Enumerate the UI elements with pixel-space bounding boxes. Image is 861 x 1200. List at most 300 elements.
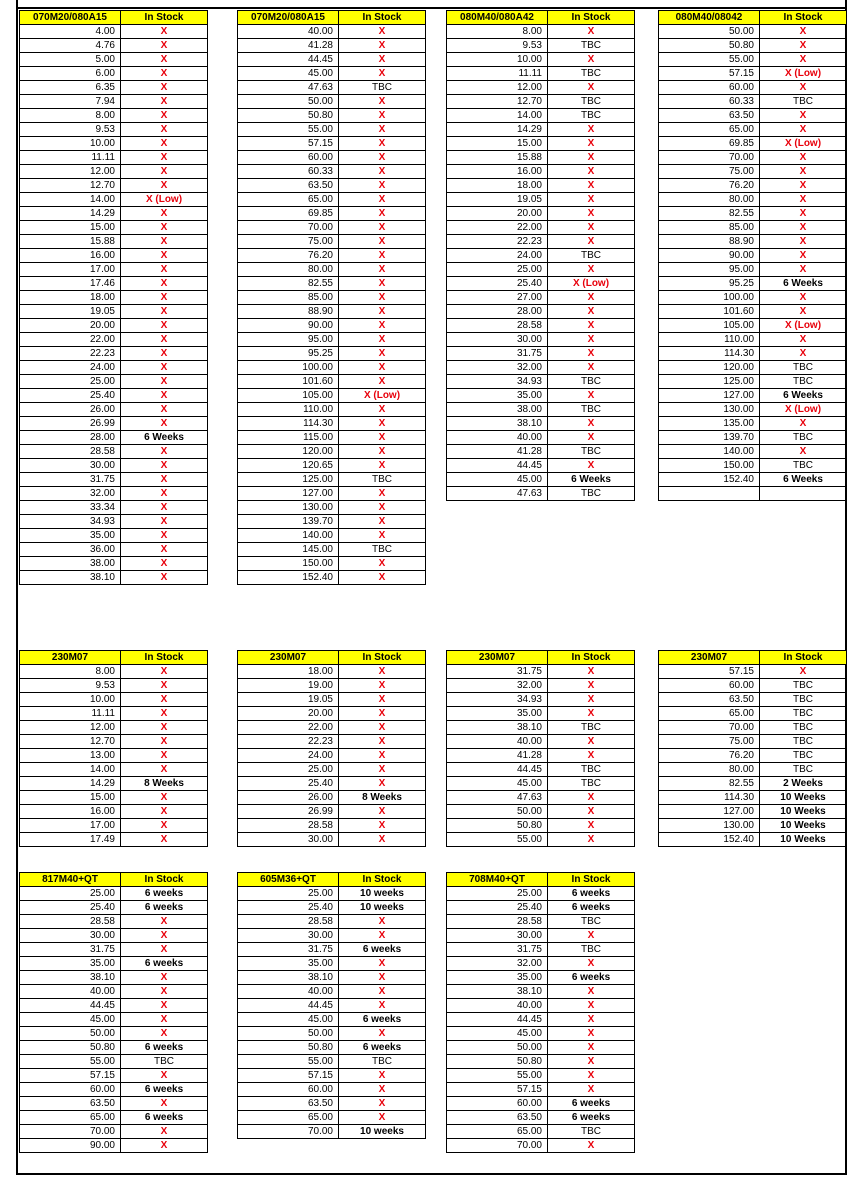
stock-status-cell: X bbox=[339, 1097, 426, 1111]
size-cell: 140.00 bbox=[238, 529, 339, 543]
size-cell: 7.94 bbox=[20, 95, 121, 109]
table-row bbox=[238, 999, 426, 1013]
size-cell: 135.00 bbox=[659, 417, 760, 431]
stock-status-cell: X bbox=[760, 39, 847, 53]
stock-status-cell: X bbox=[548, 263, 635, 277]
stock-status-cell: X bbox=[339, 221, 426, 235]
table-row bbox=[20, 929, 208, 943]
stock-status-cell: X bbox=[760, 291, 847, 305]
size-cell: 5.00 bbox=[20, 53, 121, 67]
size-cell: 69.85 bbox=[238, 207, 339, 221]
stock-status-cell: TBC bbox=[760, 749, 847, 763]
stock-status-cell: X bbox=[339, 707, 426, 721]
stock-status-cell: X bbox=[548, 459, 635, 473]
stock-status-cell: X (Low) bbox=[760, 67, 847, 81]
stock-status-cell: X bbox=[121, 529, 208, 543]
stock-status-cell: X bbox=[121, 735, 208, 749]
size-cell: 63.50 bbox=[238, 179, 339, 193]
stock-status-cell: X bbox=[121, 179, 208, 193]
stock-status-cell: X bbox=[760, 235, 847, 249]
table-row bbox=[659, 207, 847, 221]
stock-status-cell: X bbox=[760, 445, 847, 459]
table-row bbox=[659, 333, 847, 347]
size-cell: 38.10 bbox=[238, 971, 339, 985]
table-row bbox=[238, 151, 426, 165]
table-row bbox=[20, 901, 208, 915]
size-cell: 65.00 bbox=[20, 1111, 121, 1125]
stock-status-cell: X bbox=[339, 123, 426, 137]
size-cell: 18.00 bbox=[238, 665, 339, 679]
table-row bbox=[447, 319, 635, 333]
table-row bbox=[238, 943, 426, 957]
stock-status-cell: X bbox=[548, 53, 635, 67]
size-cell: 30.00 bbox=[238, 833, 339, 847]
table-row bbox=[238, 721, 426, 735]
table-row bbox=[20, 221, 208, 235]
table-row bbox=[447, 473, 635, 487]
stock-status-cell: X bbox=[339, 39, 426, 53]
size-cell: 25.40 bbox=[238, 901, 339, 915]
table-row bbox=[238, 403, 426, 417]
size-cell: 25.40 bbox=[20, 389, 121, 403]
stock-status-cell: TBC bbox=[121, 1055, 208, 1069]
stock-status-cell: X bbox=[121, 473, 208, 487]
stock-status-cell: X bbox=[121, 445, 208, 459]
size-cell: 33.34 bbox=[20, 501, 121, 515]
table-row bbox=[20, 833, 208, 847]
table-row bbox=[447, 137, 635, 151]
size-cell: 44.45 bbox=[238, 999, 339, 1013]
table-row bbox=[20, 763, 208, 777]
size-cell: 55.00 bbox=[20, 1055, 121, 1069]
size-cell: 40.00 bbox=[20, 985, 121, 999]
table-row bbox=[238, 305, 426, 319]
stock-status-cell: X bbox=[548, 833, 635, 847]
stock-status-cell: X bbox=[339, 557, 426, 571]
size-cell: 34.93 bbox=[20, 515, 121, 529]
size-cell: 50.80 bbox=[659, 39, 760, 53]
table-row bbox=[20, 193, 208, 207]
size-cell: 127.00 bbox=[238, 487, 339, 501]
size-cell: 114.30 bbox=[659, 347, 760, 361]
stock-status-cell: X bbox=[121, 749, 208, 763]
table-header-row bbox=[659, 651, 847, 665]
size-cell: 35.00 bbox=[238, 957, 339, 971]
stock-status-cell: TBC bbox=[339, 473, 426, 487]
size-cell: 8.00 bbox=[20, 665, 121, 679]
size-cell: 19.05 bbox=[238, 693, 339, 707]
table-row bbox=[20, 777, 208, 791]
in-stock-header: In Stock bbox=[548, 873, 635, 887]
size-cell: 15.88 bbox=[447, 151, 548, 165]
table-row bbox=[20, 179, 208, 193]
size-cell: 50.80 bbox=[20, 1041, 121, 1055]
size-cell: 75.00 bbox=[238, 235, 339, 249]
table-row bbox=[20, 819, 208, 833]
stock-status-cell: X bbox=[121, 999, 208, 1013]
size-cell: 76.20 bbox=[238, 249, 339, 263]
table-row bbox=[20, 277, 208, 291]
stock-status-cell: 8 Weeks bbox=[121, 777, 208, 791]
stock-status-cell: TBC bbox=[548, 943, 635, 957]
stock-status-cell: X bbox=[121, 221, 208, 235]
stock-status-cell: X bbox=[339, 347, 426, 361]
stock-status-cell: 6 Weeks bbox=[760, 389, 847, 403]
size-cell: 50.00 bbox=[659, 25, 760, 39]
size-cell: 70.00 bbox=[20, 1125, 121, 1139]
size-cell: 100.00 bbox=[659, 291, 760, 305]
stock-status-cell: X bbox=[121, 277, 208, 291]
table-row bbox=[659, 123, 847, 137]
size-cell: 45.00 bbox=[447, 777, 548, 791]
table-row bbox=[20, 25, 208, 39]
table-row bbox=[20, 347, 208, 361]
grade-header: 605M36+QT bbox=[238, 873, 339, 887]
table-row bbox=[447, 165, 635, 179]
size-cell: 16.00 bbox=[447, 165, 548, 179]
table-row bbox=[20, 915, 208, 929]
size-cell: 31.75 bbox=[20, 473, 121, 487]
grade-header: 080M40/080A42 bbox=[447, 11, 548, 25]
stock-status-cell: X bbox=[548, 707, 635, 721]
table-row bbox=[20, 263, 208, 277]
size-cell: 63.50 bbox=[447, 1111, 548, 1125]
size-cell: 32.00 bbox=[20, 487, 121, 501]
size-cell: 28.58 bbox=[20, 445, 121, 459]
table-row bbox=[447, 263, 635, 277]
stock-status-cell: X bbox=[339, 487, 426, 501]
size-cell: 24.00 bbox=[20, 361, 121, 375]
table-row bbox=[20, 137, 208, 151]
table-row bbox=[20, 249, 208, 263]
stock-status-cell: TBC bbox=[548, 375, 635, 389]
size-cell: 110.00 bbox=[238, 403, 339, 417]
size-cell: 44.45 bbox=[238, 53, 339, 67]
stock-status-cell: X bbox=[121, 501, 208, 515]
size-cell: 20.00 bbox=[238, 707, 339, 721]
table-row bbox=[238, 887, 426, 901]
size-cell: 31.75 bbox=[238, 943, 339, 957]
table-row bbox=[238, 1111, 426, 1125]
size-cell: 57.15 bbox=[238, 137, 339, 151]
size-cell: 50.00 bbox=[20, 1027, 121, 1041]
table-row bbox=[20, 999, 208, 1013]
grade-header: 070M20/080A15 bbox=[238, 11, 339, 25]
stock-status-cell: X bbox=[760, 347, 847, 361]
table-row bbox=[659, 473, 847, 487]
size-cell: 28.58 bbox=[447, 319, 548, 333]
size-cell: 50.80 bbox=[238, 109, 339, 123]
table-row bbox=[238, 473, 426, 487]
stock-status-cell: X bbox=[121, 1139, 208, 1153]
table-row bbox=[447, 403, 635, 417]
stock-status-cell: TBC bbox=[548, 95, 635, 109]
size-cell: 35.00 bbox=[20, 957, 121, 971]
table-row bbox=[659, 165, 847, 179]
table-row bbox=[447, 193, 635, 207]
stock-status-cell: X bbox=[548, 1013, 635, 1027]
table-row bbox=[447, 957, 635, 971]
size-cell: 40.00 bbox=[447, 735, 548, 749]
table-row bbox=[238, 1055, 426, 1069]
size-cell: 130.00 bbox=[238, 501, 339, 515]
size-cell: 60.00 bbox=[20, 1083, 121, 1097]
table-header-row bbox=[20, 651, 208, 665]
stock-status-cell: X bbox=[121, 679, 208, 693]
stock-status-cell: X bbox=[121, 971, 208, 985]
table-row bbox=[659, 95, 847, 109]
in-stock-header: In Stock bbox=[121, 873, 208, 887]
size-cell: 57.15 bbox=[447, 1083, 548, 1097]
table-row bbox=[447, 1125, 635, 1139]
size-cell: 28.58 bbox=[20, 915, 121, 929]
size-cell: 75.00 bbox=[659, 165, 760, 179]
stock-status-cell: X bbox=[121, 291, 208, 305]
stock-status-cell: X bbox=[339, 985, 426, 999]
size-cell: 14.29 bbox=[447, 123, 548, 137]
table-row bbox=[238, 207, 426, 221]
stock-table-3-3 bbox=[446, 872, 635, 1153]
table-row bbox=[20, 375, 208, 389]
stock-status-cell: X bbox=[339, 777, 426, 791]
size-cell: 44.45 bbox=[20, 999, 121, 1013]
stock-status-cell: X bbox=[548, 123, 635, 137]
table-row bbox=[20, 1027, 208, 1041]
size-cell: 70.00 bbox=[659, 721, 760, 735]
table-row bbox=[238, 487, 426, 501]
table-row bbox=[447, 791, 635, 805]
stock-status-cell: X bbox=[548, 431, 635, 445]
size-cell: 95.00 bbox=[238, 333, 339, 347]
size-cell: 19.00 bbox=[238, 679, 339, 693]
size-cell: 44.45 bbox=[447, 459, 548, 473]
size-cell: 55.00 bbox=[238, 123, 339, 137]
stock-status-cell: X bbox=[339, 971, 426, 985]
stock-status-cell: TBC bbox=[548, 109, 635, 123]
size-cell: 139.70 bbox=[238, 515, 339, 529]
table-row bbox=[659, 39, 847, 53]
table-row bbox=[659, 445, 847, 459]
stock-status-cell: X bbox=[339, 957, 426, 971]
table-row bbox=[238, 389, 426, 403]
size-cell: 22.00 bbox=[238, 721, 339, 735]
table-row bbox=[659, 67, 847, 81]
size-cell: 30.00 bbox=[20, 929, 121, 943]
stock-status-cell: X bbox=[121, 721, 208, 735]
size-cell: 90.00 bbox=[659, 249, 760, 263]
size-cell: 40.00 bbox=[447, 431, 548, 445]
table-row bbox=[447, 123, 635, 137]
table-row bbox=[447, 459, 635, 473]
size-cell: 90.00 bbox=[238, 319, 339, 333]
size-cell: 9.53 bbox=[20, 123, 121, 137]
table-row bbox=[238, 833, 426, 847]
table-row bbox=[20, 305, 208, 319]
size-cell: 22.00 bbox=[20, 333, 121, 347]
table-row bbox=[447, 901, 635, 915]
stock-status-cell: 10 Weeks bbox=[760, 791, 847, 805]
size-cell: 10.00 bbox=[20, 693, 121, 707]
stock-status-cell: X bbox=[548, 805, 635, 819]
size-cell: 12.00 bbox=[20, 165, 121, 179]
stock-status-cell: TBC bbox=[548, 721, 635, 735]
size-cell: 4.00 bbox=[20, 25, 121, 39]
table-row bbox=[447, 805, 635, 819]
stock-status-cell: X bbox=[548, 137, 635, 151]
stock-table-2-3 bbox=[446, 650, 635, 847]
size-cell: 14.00 bbox=[447, 109, 548, 123]
table-row bbox=[238, 1027, 426, 1041]
size-cell: 70.00 bbox=[659, 151, 760, 165]
stock-status-cell: X bbox=[548, 1027, 635, 1041]
size-cell: 57.15 bbox=[238, 1069, 339, 1083]
stock-status-cell: X bbox=[121, 53, 208, 67]
table-row bbox=[447, 1083, 635, 1097]
size-cell: 26.00 bbox=[20, 403, 121, 417]
size-cell: 57.15 bbox=[659, 665, 760, 679]
stock-status-cell: X bbox=[121, 985, 208, 999]
size-cell: 38.10 bbox=[447, 417, 548, 431]
table-row bbox=[20, 1097, 208, 1111]
table-row bbox=[659, 347, 847, 361]
table-row bbox=[20, 791, 208, 805]
size-cell: 19.05 bbox=[447, 193, 548, 207]
table-row bbox=[20, 985, 208, 999]
stock-status-cell: 10 weeks bbox=[339, 901, 426, 915]
stock-status-cell: TBC bbox=[760, 95, 847, 109]
size-cell: 125.00 bbox=[238, 473, 339, 487]
table-row bbox=[659, 179, 847, 193]
size-cell: 31.75 bbox=[447, 347, 548, 361]
table-row bbox=[447, 207, 635, 221]
size-cell: 28.58 bbox=[447, 915, 548, 929]
stock-status-cell: X bbox=[121, 319, 208, 333]
table-row bbox=[238, 515, 426, 529]
table-row bbox=[238, 985, 426, 999]
stock-status-cell: 10 Weeks bbox=[760, 819, 847, 833]
stock-status-cell: TBC bbox=[548, 445, 635, 459]
stock-table-1-4 bbox=[658, 10, 847, 501]
stock-status-cell: X bbox=[339, 1069, 426, 1083]
stock-status-cell: X bbox=[121, 1013, 208, 1027]
table-row bbox=[20, 1111, 208, 1125]
stock-status-cell: X bbox=[121, 459, 208, 473]
stock-status-cell: TBC bbox=[548, 249, 635, 263]
size-cell: 38.10 bbox=[447, 721, 548, 735]
size-cell: 65.00 bbox=[659, 707, 760, 721]
table-header-row bbox=[20, 873, 208, 887]
size-cell: 26.00 bbox=[238, 791, 339, 805]
stock-status-cell: X bbox=[339, 665, 426, 679]
stock-status-cell: 6 Weeks bbox=[548, 473, 635, 487]
table-row bbox=[20, 501, 208, 515]
size-cell: 30.00 bbox=[447, 929, 548, 943]
stock-status-cell: X bbox=[339, 999, 426, 1013]
size-cell: 145.00 bbox=[238, 543, 339, 557]
size-cell: 31.75 bbox=[447, 665, 548, 679]
table-row bbox=[659, 735, 847, 749]
table-row bbox=[238, 235, 426, 249]
stock-status-cell: TBC bbox=[548, 1125, 635, 1139]
size-cell: 50.80 bbox=[447, 819, 548, 833]
table-row bbox=[447, 763, 635, 777]
size-cell: 101.60 bbox=[238, 375, 339, 389]
size-cell: 14.00 bbox=[20, 193, 121, 207]
table-row bbox=[447, 431, 635, 445]
stock-status-cell: X bbox=[339, 833, 426, 847]
size-cell: 95.25 bbox=[238, 347, 339, 361]
table-row bbox=[447, 249, 635, 263]
size-cell: 38.10 bbox=[447, 985, 548, 999]
table-row bbox=[659, 833, 847, 847]
size-cell: 120.00 bbox=[659, 361, 760, 375]
size-cell: 25.00 bbox=[238, 887, 339, 901]
table-row bbox=[238, 665, 426, 679]
stock-status-cell: X bbox=[548, 193, 635, 207]
stock-status-cell: TBC bbox=[760, 361, 847, 375]
table-row bbox=[447, 347, 635, 361]
stock-status-cell: X bbox=[760, 417, 847, 431]
size-cell: 25.00 bbox=[238, 763, 339, 777]
table-row bbox=[20, 665, 208, 679]
size-cell: 100.00 bbox=[238, 361, 339, 375]
stock-status-cell: X (Low) bbox=[339, 389, 426, 403]
table-row bbox=[20, 735, 208, 749]
size-cell: 11.11 bbox=[20, 151, 121, 165]
stock-status-cell: X bbox=[548, 319, 635, 333]
table-row bbox=[238, 957, 426, 971]
stock-status-cell: X bbox=[339, 819, 426, 833]
table-row bbox=[20, 707, 208, 721]
table-row bbox=[20, 473, 208, 487]
size-cell: 9.53 bbox=[447, 39, 548, 53]
size-cell: 125.00 bbox=[659, 375, 760, 389]
stock-status-cell: TBC bbox=[548, 403, 635, 417]
size-cell: 14.00 bbox=[20, 763, 121, 777]
size-cell: 6.35 bbox=[20, 81, 121, 95]
table-row bbox=[447, 305, 635, 319]
table-row bbox=[659, 777, 847, 791]
table-row bbox=[238, 557, 426, 571]
stock-status-cell: 6 Weeks bbox=[760, 277, 847, 291]
table-row bbox=[238, 445, 426, 459]
stock-status-cell: X bbox=[339, 721, 426, 735]
table-row bbox=[238, 707, 426, 721]
table-row bbox=[659, 665, 847, 679]
size-cell: 114.30 bbox=[238, 417, 339, 431]
table-row bbox=[447, 81, 635, 95]
size-cell: 63.50 bbox=[238, 1097, 339, 1111]
stock-status-cell: X bbox=[339, 679, 426, 693]
table-row bbox=[238, 1041, 426, 1055]
stock-status-cell: X bbox=[548, 791, 635, 805]
stock-status-cell: X bbox=[121, 929, 208, 943]
stock-status-cell: X bbox=[548, 165, 635, 179]
stock-table-3-1 bbox=[19, 872, 208, 1153]
stock-status-cell: X bbox=[548, 1139, 635, 1153]
stock-status-cell: X bbox=[339, 693, 426, 707]
size-cell: 40.00 bbox=[238, 25, 339, 39]
size-cell: 14.29 bbox=[20, 777, 121, 791]
table-row bbox=[238, 901, 426, 915]
stock-status-cell: 6 weeks bbox=[548, 887, 635, 901]
size-cell: 36.00 bbox=[20, 543, 121, 557]
size-cell: 105.00 bbox=[659, 319, 760, 333]
table-row bbox=[447, 375, 635, 389]
stock-status-cell: X bbox=[339, 445, 426, 459]
size-cell: 50.00 bbox=[238, 1027, 339, 1041]
stock-status-cell: X bbox=[339, 501, 426, 515]
